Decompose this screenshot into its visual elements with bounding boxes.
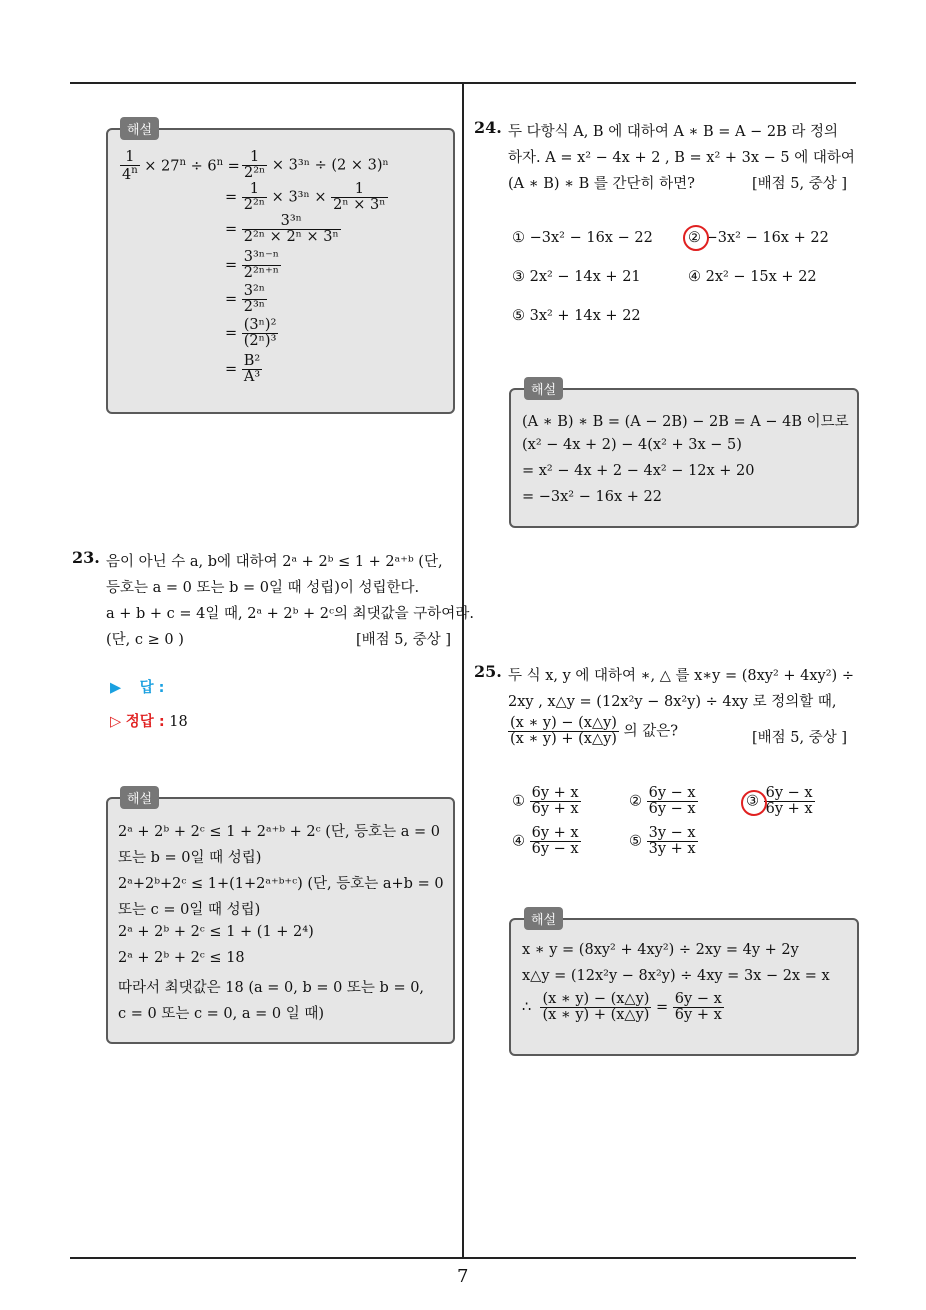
q23-line-3: a + b + c = 4일 때, 2ᵃ + 2ᵇ + 2ᶜ의 최댓값을 구하여라. [106, 606, 474, 622]
sol24-line-2: (x² − 4x + 2) − 4(x² + 3x − 5) [522, 437, 742, 453]
q24-line-1: 두 다항식 A, B 에 대하여 A ∗ B = A − 2B 라 정의 [508, 124, 838, 140]
sol22-lhs: $\frac{1}{4^n}$ × $27^n \div 6^n$ = [122, 149, 240, 184]
q25-choice-2[interactable]: ② $\frac{6y - x}{6y - x}$ [629, 785, 696, 818]
sol23-line-2: 또는 b = 0일 때 성립) [118, 850, 262, 866]
answer-circle-mark-24 [683, 225, 709, 251]
q24-line-2: 하자. A = x² − 4x + 2 , B = x² + 3x − 5 에 대하여 [508, 150, 855, 166]
sol25-line-2: x△y = (12x²y − 8x²y) ÷ 4xy = 3x − 2x = x [522, 968, 830, 984]
sol22-row-3: = $\frac{\text{3³ⁿ}}{\text{2²ⁿ × 2ⁿ × 3ⁿ}}$ [225, 213, 339, 246]
q23-answer-row [110, 676, 164, 697]
q25-choice-4[interactable]: ④ $\frac{6y + x}{6y - x}$ [512, 825, 579, 858]
sol23-line-8: c = 0 또는 c = 0, a = 0 일 때) [118, 1006, 325, 1022]
q24-choice-1[interactable]: ① −3x² − 16x − 22 [512, 230, 653, 246]
q24-score: [배점 5, 중상 ] [752, 176, 848, 192]
sol24-line-3: = x² − 4x + 2 − 4x² − 12x + 20 [522, 463, 755, 479]
q25-choice-3[interactable]: ③ $\frac{6y - x}{6y + x}$ [746, 785, 813, 818]
q24-choice-4[interactable]: ④ 2x² − 15x + 22 [688, 269, 817, 285]
q24-choice-5[interactable]: ⑤ 3x² + 14x + 22 [512, 308, 641, 324]
solution-box-25 [509, 918, 859, 1056]
q25-line-3: $\frac{(x ∗ y) - (x\triangle y)}{(x ∗ y) + (x\triangle y)}$ 의 값은? [510, 715, 678, 748]
q23-correct-row [110, 710, 188, 731]
sol23-line-5: 2ᵃ + 2ᵇ + 2ᶜ ≤ 1 + (1 + 2⁴) [118, 924, 314, 940]
sol22-row-5: = $\frac{\text{3²ⁿ}}{\text{2³ⁿ}}$ [225, 283, 266, 316]
answer-circle-mark-25 [741, 790, 767, 816]
q24-choice-3[interactable]: ③ 2x² − 14x + 21 [512, 269, 641, 285]
sol23-line-3: 2ᵃ+2ᵇ+2ᶜ ≤ 1+(1+2ᵃ⁺ᵇ⁺ᶜ) (단, 등호는 a+b = 0 [118, 876, 444, 892]
solution-tag-23: 해설 [120, 786, 159, 809]
answer-label: 답 : [139, 680, 165, 696]
sol22-row-2: = $\frac{1}{\text{2²ⁿ}}$ × 3³ⁿ × $\frac{1}{\text{2ⁿ × 3ⁿ}}$ [225, 181, 386, 214]
sol23-line-4: 또는 c = 0일 때 성립) [118, 902, 261, 918]
play-arrow-icon: ▶ [110, 680, 122, 696]
solution-tag-22: 해설 [120, 117, 159, 140]
q23-score: [배점 5, 중상 ] [356, 632, 452, 648]
question-number-24: 24. [474, 118, 502, 137]
correct-answer-value: 18 [169, 714, 188, 730]
q25-score: [배점 5, 중상 ] [752, 730, 848, 746]
sol22-row-6: = $\frac{\text{(3ⁿ)²}}{\text{(2ⁿ)³}}$ [225, 317, 277, 350]
outline-arrow-icon: ▷ [110, 714, 122, 730]
sol25-line-1: x ∗ y = (8xy² + 4xy²) ÷ 2xy = 4y + 2y [522, 942, 799, 958]
q25-choice-1[interactable]: ① $\frac{6y + x}{6y + x}$ [512, 785, 579, 818]
sol23-line-6: 2ᵃ + 2ᵇ + 2ᶜ ≤ 18 [118, 950, 245, 966]
q25-line-1: 두 식 x, y 에 대하여 ∗, △ 를 x∗y = (8xy² + 4xy²) ÷ [508, 668, 854, 684]
sol25-line-3: ∴ $\frac{(x ∗ y) - (x\triangle y)}{(x ∗ y) + (x\triangle y)}$ = $\frac{6y - x}{6y + x}$ [522, 991, 722, 1024]
solution-tag-24: 해설 [524, 377, 563, 400]
sol24-line-1: (A ∗ B) ∗ B = (A − 2B) − 2B = A − 4B 이므로 [522, 414, 849, 430]
q23-line-2: 등호는 a = 0 또는 b = 0일 때 성립)이 성립한다. [106, 580, 420, 596]
solution-tag-25: 해설 [524, 907, 563, 930]
sol23-line-7: 따라서 최댓값은 18 (a = 0, b = 0 또는 b = 0, [118, 980, 425, 996]
sol22-row-4: = $\frac{\text{3³ⁿ⁻ⁿ}}{\text{2²ⁿ⁺ⁿ}}$ [225, 249, 280, 282]
q24-choice-2[interactable]: ② −3x² − 16x + 22 [688, 230, 829, 246]
question-number-25: 25. [474, 662, 502, 681]
q23-line-1: 음이 아닌 수 a, b에 대하여 2ᵃ + 2ᵇ ≤ 1 + 2ᵃ⁺ᵇ (단, [106, 554, 443, 570]
sol22-row-7: = $\frac{\text{B²}}{\text{A³}}$ [225, 353, 261, 386]
q23-line-4: (단, c ≥ 0 ) [106, 632, 184, 648]
q25-choice-5[interactable]: ⑤ $\frac{3y - x}{3y + x}$ [629, 825, 696, 858]
sol24-line-4: = −3x² − 16x + 22 [522, 489, 662, 505]
bottom-rule [70, 1257, 856, 1259]
question-number-23: 23. [72, 548, 100, 567]
correct-answer-label: 정답 : [125, 714, 165, 730]
column-divider [462, 83, 464, 1258]
q25-line-2: 2xy , x△y = (12x²y − 8x²y) ÷ 4xy 로 정의할 때, [508, 694, 837, 710]
solution-box-24 [509, 388, 859, 528]
sol22-row-1: $\frac{1}{\text{2²ⁿ}}$ × 3³ⁿ ÷ (2 × 3)ⁿ [244, 149, 389, 182]
sol23-line-1: 2ᵃ + 2ᵇ + 2ᶜ ≤ 1 + 2ᵃ⁺ᵇ + 2ᶜ (단, 등호는 a = 0 [118, 824, 441, 840]
q24-line-3: (A ∗ B) ∗ B 를 간단히 하면? [508, 176, 695, 192]
page-number: 7 [457, 1266, 469, 1287]
